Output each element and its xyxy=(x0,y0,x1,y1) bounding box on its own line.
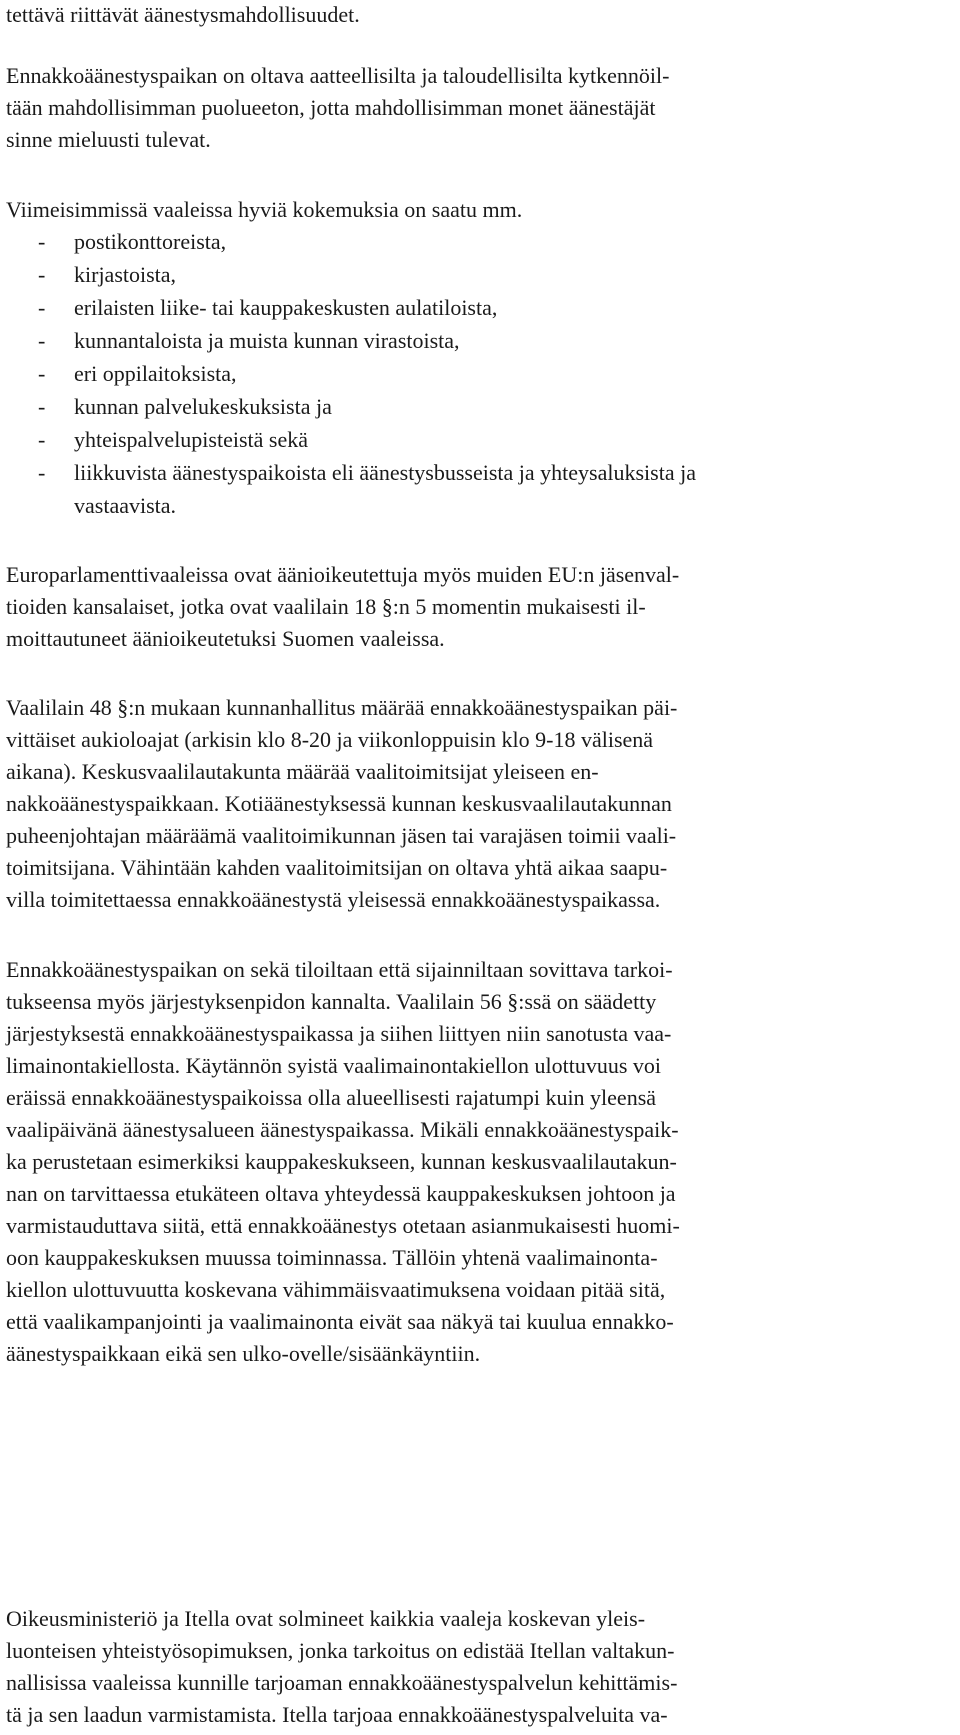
list-item xyxy=(38,326,460,356)
text-line: Oikeusministeriö ja Itella ovat solmineet kaikkia vaaleja koskevan yleis- xyxy=(6,1606,646,1631)
list-dash: - xyxy=(38,262,46,287)
text-line: toimitsijana. Vähintään kahden vaalitoimitsijan on oltava yhtä aikaa saapu- xyxy=(6,855,668,880)
list-item-text: kunnantaloista ja muista kunnan virastoista, xyxy=(74,328,460,353)
list-dash: - xyxy=(38,361,46,386)
list-item-text: kirjastoista, xyxy=(74,262,177,287)
text-line: että vaalikampanjointi ja vaalimainonta eivät saa näkyä tai kuulua ennakko- xyxy=(6,1309,674,1334)
text-line: varmistauduttava siitä, että ennakkoäänestys otetaan asianmukaisesti huomi- xyxy=(6,1213,680,1238)
list-item xyxy=(38,392,332,422)
text-line: luonteisen yhteistyösopimuksen, jonka tarkoitus on edistää Itellan valtakun- xyxy=(6,1638,675,1663)
text-line: eräissä ennakkoäänestyspaikoissa olla alueellisesti rajatumpi kuin yleensä xyxy=(6,1085,657,1110)
text-line: nan on tarvittaessa etukäteen oltava yhteydessä kauppakeskuksen johtoon ja xyxy=(6,1181,676,1206)
list-dash: - xyxy=(38,295,46,320)
list-item xyxy=(38,425,308,455)
list-item xyxy=(38,227,226,257)
text-line: ka perustetaan esimerkiksi kauppakeskukseen, kunnan keskusvaalilautakun- xyxy=(6,1149,677,1174)
text-line: nakkoäänestyspaikkaan. Kotiäänestyksessä kunnan keskusvaalilautakunnan xyxy=(6,791,672,816)
text-line: sinne mieluusti tulevat. xyxy=(6,127,211,152)
list-item-text: erilaisten liike- tai kauppakeskusten aulatiloista, xyxy=(74,295,498,320)
list-dash: - xyxy=(38,229,46,254)
text-line: tukseensa myös järjestyksenpidon kannalta. Vaalilain 56 §:ssä on säädetty xyxy=(6,989,657,1014)
list-item xyxy=(38,293,497,323)
list-item-text: liikkuvista äänestyspaikoista eli äänestysbusseista ja yhteysaluksista ja xyxy=(74,460,696,485)
text-line: tioiden kansalaiset, jotka ovat vaalilain 18 §:n 5 momentin mukaisesti il- xyxy=(6,594,646,619)
text-line: Europarlamenttivaaleissa ovat äänioikeutettuja myös muiden EU:n jäsenval- xyxy=(6,562,680,587)
text-line: Ennakkoäänestyspaikan on sekä tiloiltaan että sijainniltaan sovittava tarkoi- xyxy=(6,957,673,982)
text-line: oon kauppakeskuksen muussa toiminnassa. Tällöin yhtenä vaalimainonta- xyxy=(6,1245,658,1270)
text-line: tä ja sen laadun varmistamista. Itella tarjoaa ennakkoäänestyspalveluita va- xyxy=(6,1702,668,1727)
text-line: Ennakkoäänestyspaikan on oltava aatteellisilta ja taloudellisilta kytkennöil- xyxy=(6,63,670,88)
list-item-text: yhteispalvelupisteistä sekä xyxy=(74,427,308,452)
list-item-text: postikonttoreista, xyxy=(74,229,227,254)
text-line: villa toimitettaessa ennakkoäänestystä yleisessä ennakkoäänestyspaikassa. xyxy=(6,887,661,912)
text-line: moittautuneet äänioikeutetuksi Suomen vaaleissa. xyxy=(6,626,445,651)
list-dash: - xyxy=(38,427,46,452)
text-line: aikana). Keskusvaalilautakunta määrää vaalitoimitsijat yleiseen en- xyxy=(6,759,599,784)
list-item-text: eri oppilaitoksista, xyxy=(74,361,237,386)
text-line: vittäiset aukioloajat (arkisin klo 8-20 ja viikonloppuisin klo 9-18 välisenä xyxy=(6,727,654,752)
text-line: Viimeisimmissä vaaleissa hyviä kokemuksia on saatu mm. xyxy=(6,197,523,222)
list-dash: - xyxy=(38,460,46,485)
list-dash: - xyxy=(38,394,46,419)
list-dash: - xyxy=(38,328,46,353)
list-item xyxy=(38,359,237,389)
text-line: tään mahdollisimman puolueeton, jotta mahdollisimman monet äänestäjät xyxy=(6,95,656,120)
text-line: järjestyksestä ennakkoäänestyspaikassa ja siihen liittyen niin sanotusta vaa- xyxy=(6,1021,672,1046)
text-line: Vaalilain 48 §:n mukaan kunnanhallitus määrää ennakkoäänestyspaikan päi- xyxy=(6,695,678,720)
list-item xyxy=(38,491,176,521)
list-item-text: vastaavista. xyxy=(74,493,177,518)
text-line: puheenjohtajan määräämä vaalitoimikunnan jäsen tai varajäsen toimii vaali- xyxy=(6,823,677,848)
list-item-text: kunnan palvelukeskuksista ja xyxy=(74,394,332,419)
list-item xyxy=(38,260,176,290)
text-line: tettävä riittävät äänestysmahdollisuudet. xyxy=(6,2,360,27)
text-line: kiellon ulottuvuutta koskevana vähimmäisvaatimuksena voidaan pitää sitä, xyxy=(6,1277,666,1302)
text-line: äänestyspaikkaan eikä sen ulko-ovelle/sisäänkäyntiin. xyxy=(6,1341,481,1366)
text-line: nallisissa vaaleissa kunnille tarjoaman ennakkoäänestyspalvelun kehittämis- xyxy=(6,1670,678,1695)
list-item xyxy=(38,458,696,488)
text-line: vaalipäivänä äänestysalueen äänestyspaikassa. Mikäli ennakkoäänestyspaik- xyxy=(6,1117,679,1142)
text-line: limainontakiellosta. Käytännön syistä vaalimainontakiellon ulottuvuus voi xyxy=(6,1053,662,1078)
